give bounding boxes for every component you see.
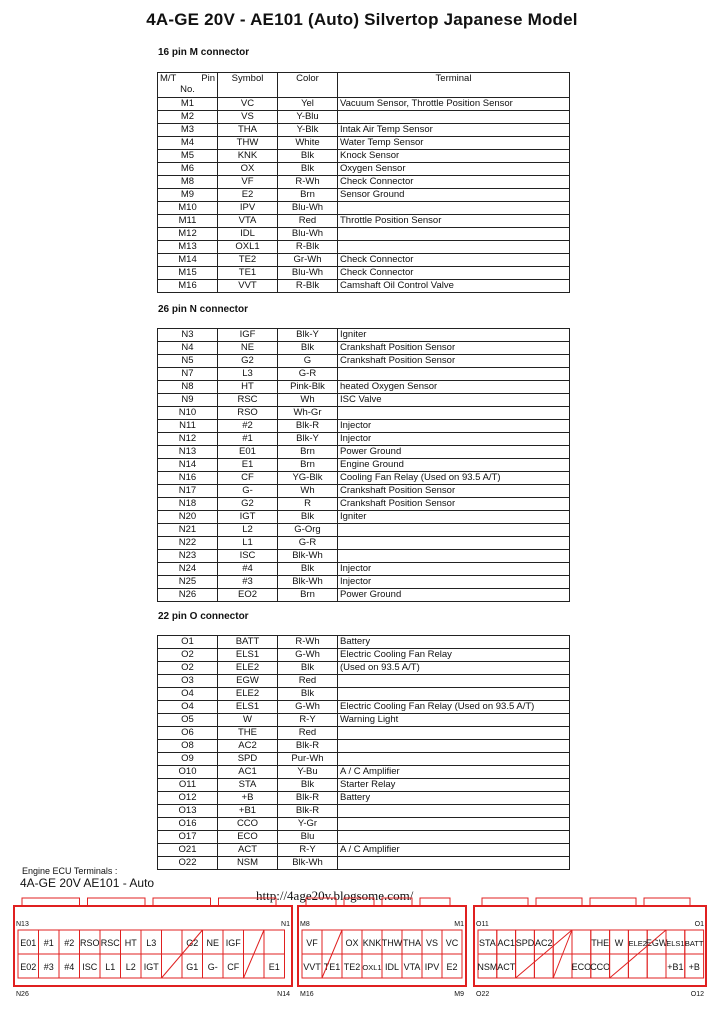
terminal-cell: Throttle Position Sensor bbox=[338, 215, 570, 228]
pin-cell: O4 bbox=[158, 701, 218, 714]
terminal-label: SPD bbox=[515, 938, 535, 948]
terminal-label: W bbox=[614, 938, 624, 948]
corner-label: M9 bbox=[454, 991, 464, 998]
pin-cell: N25 bbox=[158, 576, 218, 589]
terminal-cell: Injector bbox=[338, 576, 570, 589]
symbol-cell: CCO bbox=[218, 818, 278, 831]
pin-cell: O10 bbox=[158, 766, 218, 779]
color-cell: Blk-Y bbox=[278, 433, 338, 446]
color-cell: R-Y bbox=[278, 844, 338, 857]
symbol-cell: EGW bbox=[218, 675, 278, 688]
pin-cell: O8 bbox=[158, 740, 218, 753]
color-cell: Brn bbox=[278, 446, 338, 459]
symbol-cell: G- bbox=[218, 485, 278, 498]
terminal-label: OXL1 bbox=[362, 963, 382, 972]
symbol-cell: +B1 bbox=[218, 805, 278, 818]
terminal-cell: Electric Cooling Fan Relay (Used on 93.5 A/T) bbox=[338, 701, 570, 714]
pin-cell: O13 bbox=[158, 805, 218, 818]
symbol-cell: AC1 bbox=[218, 766, 278, 779]
terminal-cell: Igniter bbox=[338, 329, 570, 342]
pin-cell: N11 bbox=[158, 420, 218, 433]
connector-tab bbox=[344, 898, 374, 906]
pin-cell: O1 bbox=[158, 636, 218, 649]
terminal-label: CCO bbox=[590, 962, 611, 972]
pin-cell: O17 bbox=[158, 831, 218, 844]
color-cell: R bbox=[278, 498, 338, 511]
symbol-cell: BATT bbox=[218, 636, 278, 649]
pin-cell: N17 bbox=[158, 485, 218, 498]
terminal-label: TE1 bbox=[323, 962, 341, 972]
m-connector-heading: 16 pin M connector bbox=[158, 47, 250, 58]
color-cell: G bbox=[278, 355, 338, 368]
color-cell: Y-Gr bbox=[278, 818, 338, 831]
terminal-label: ELE2 bbox=[628, 939, 647, 948]
terminal-cell: Injector bbox=[338, 433, 570, 446]
color-cell: Wh-Gr bbox=[278, 407, 338, 420]
symbol-cell: E01 bbox=[218, 446, 278, 459]
pin-cell: M11 bbox=[158, 215, 218, 228]
pin-cell: N18 bbox=[158, 498, 218, 511]
terminal-label: G1 bbox=[186, 962, 199, 972]
symbol-cell: #1 bbox=[218, 433, 278, 446]
symbol-cell: VVT bbox=[218, 280, 278, 293]
terminal-cell: A / C Amplifier bbox=[338, 766, 570, 779]
symbol-cell: IGT bbox=[218, 511, 278, 524]
terminal-label: AC1 bbox=[497, 938, 515, 948]
terminal-label: VTA bbox=[403, 962, 421, 972]
symbol-cell: OXL1 bbox=[218, 241, 278, 254]
color-cell: Wh bbox=[278, 394, 338, 407]
pin-cell: N14 bbox=[158, 459, 218, 472]
color-cell: Blk-R bbox=[278, 792, 338, 805]
terminal-cell: Crankshaft Position Sensor bbox=[338, 485, 570, 498]
terminal-label: BATT bbox=[684, 939, 704, 948]
terminal-label: OX bbox=[345, 938, 359, 948]
pin-cell: M12 bbox=[158, 228, 218, 241]
o-block-cell bbox=[534, 954, 553, 978]
color-cell: G-Org bbox=[278, 524, 338, 537]
terminal-label: E2 bbox=[446, 962, 458, 972]
symbol-cell: VF bbox=[218, 176, 278, 189]
pin-cell: M1 bbox=[158, 98, 218, 111]
color-cell: Blk-R bbox=[278, 420, 338, 433]
color-cell: Blk-Wh bbox=[278, 857, 338, 870]
symbol-cell: CF bbox=[218, 472, 278, 485]
color-cell: Blk-Wh bbox=[278, 576, 338, 589]
symbol-cell: G2 bbox=[218, 355, 278, 368]
terminal-label: #2 bbox=[64, 938, 75, 948]
color-cell: R-Blk bbox=[278, 280, 338, 293]
pin-cell: M15 bbox=[158, 267, 218, 280]
terminal-label: NE bbox=[206, 938, 220, 948]
pin-cell: N4 bbox=[158, 342, 218, 355]
pin-cell: N16 bbox=[158, 472, 218, 485]
terminal-cell: Knock Sensor bbox=[338, 150, 570, 163]
symbol-cell: ACT bbox=[218, 844, 278, 857]
symbol-cell: NSM bbox=[218, 857, 278, 870]
symbol-cell: SPD bbox=[218, 753, 278, 766]
terminal-cell: Power Ground bbox=[338, 589, 570, 602]
color-cell: Pur-Wh bbox=[278, 753, 338, 766]
pin-cell: N3 bbox=[158, 329, 218, 342]
terminal-label: #1 bbox=[43, 938, 54, 948]
color-cell: Blk bbox=[278, 688, 338, 701]
corner-label: O12 bbox=[690, 991, 704, 998]
color-cell: Blk-Y bbox=[278, 329, 338, 342]
symbol-cell: ISC bbox=[218, 550, 278, 563]
terminal-label: G- bbox=[207, 962, 218, 972]
connector-tab bbox=[420, 898, 450, 906]
pin-cell: N21 bbox=[158, 524, 218, 537]
terminal-label: E01 bbox=[20, 938, 37, 948]
color-cell: G-R bbox=[278, 537, 338, 550]
color-cell: Blk-R bbox=[278, 805, 338, 818]
terminal-label: IDL bbox=[384, 962, 400, 972]
color-cell: Red bbox=[278, 727, 338, 740]
color-cell: Blu-Wh bbox=[278, 267, 338, 280]
terminal-label: #4 bbox=[64, 962, 75, 972]
terminal-label: THE bbox=[591, 938, 610, 948]
pin-cell: N5 bbox=[158, 355, 218, 368]
symbol-cell: L3 bbox=[218, 368, 278, 381]
color-cell: Gr-Wh bbox=[278, 254, 338, 267]
symbol-cell: TE1 bbox=[218, 267, 278, 280]
terminal-label: CF bbox=[227, 962, 240, 972]
pin-cell: M6 bbox=[158, 163, 218, 176]
terminal-cell: Check Connector bbox=[338, 176, 570, 189]
symbol-cell: AC2 bbox=[218, 740, 278, 753]
ecu-terminals-label: Engine ECU Terminals : bbox=[22, 866, 118, 876]
terminal-cell: Injector bbox=[338, 563, 570, 576]
terminal-label: IGF bbox=[225, 938, 241, 948]
color-cell: Blk bbox=[278, 511, 338, 524]
symbol-cell: IGF bbox=[218, 329, 278, 342]
terminal-label: THW bbox=[381, 938, 403, 948]
color-cell: White bbox=[278, 137, 338, 150]
terminal-label: G2 bbox=[186, 938, 199, 948]
terminal-label: VVT bbox=[303, 962, 321, 972]
symbol-cell: L2 bbox=[218, 524, 278, 537]
corner-label: N13 bbox=[16, 921, 29, 928]
ecu-terminals-sublabel: 4A-GE 20V AE101 - Auto bbox=[20, 876, 155, 890]
terminal-cell: ISC Valve bbox=[338, 394, 570, 407]
pin-cell: N13 bbox=[158, 446, 218, 459]
symbol-cell: #2 bbox=[218, 420, 278, 433]
corner-label: N26 bbox=[16, 991, 29, 998]
corner-label: M1 bbox=[454, 921, 464, 928]
terminal-cell: Starter Relay bbox=[338, 779, 570, 792]
terminal-cell: Battery bbox=[338, 636, 570, 649]
pin-cell: M3 bbox=[158, 124, 218, 137]
terminal-label: TE2 bbox=[343, 962, 361, 972]
n-block-cell bbox=[264, 930, 285, 954]
o-block-cell bbox=[628, 954, 647, 978]
terminal-cell: Cooling Fan Relay (Used on 93.5 A/T) bbox=[338, 472, 570, 485]
n-block-cell bbox=[162, 930, 183, 954]
terminal-label: E1 bbox=[268, 962, 280, 972]
corner-label: O22 bbox=[476, 991, 490, 998]
page-title: 4A-GE 20V - AE101 (Auto) Silvertop Japanese Model bbox=[146, 10, 578, 29]
terminal-label: RSC bbox=[100, 938, 120, 948]
terminal-label: EGW bbox=[645, 938, 668, 948]
pin-cell: O12 bbox=[158, 792, 218, 805]
color-cell: Blk bbox=[278, 662, 338, 675]
pin-cell: O21 bbox=[158, 844, 218, 857]
terminal-cell: Check Connector bbox=[338, 254, 570, 267]
corner-label: O1 bbox=[694, 921, 704, 928]
terminal-label: #3 bbox=[43, 962, 54, 972]
symbol-cell: W bbox=[218, 714, 278, 727]
pin-cell: N23 bbox=[158, 550, 218, 563]
terminal-cell: Vacuum Sensor, Throttle Position Sensor bbox=[338, 98, 570, 111]
terminal-label: ELS1 bbox=[666, 939, 685, 948]
terminal-label: +B1 bbox=[667, 962, 684, 972]
symbol-cell: ELE2 bbox=[218, 688, 278, 701]
terminal-cell: Injector bbox=[338, 420, 570, 433]
terminal-label: L1 bbox=[105, 962, 116, 972]
color-cell: Brn bbox=[278, 589, 338, 602]
terminal-cell: Water Temp Sensor bbox=[338, 137, 570, 150]
terminal-label: AC2 bbox=[535, 938, 553, 948]
connector-tab bbox=[306, 898, 336, 906]
symbol-cell: RSO bbox=[218, 407, 278, 420]
o-block-cell bbox=[553, 954, 572, 978]
pin-cell: N12 bbox=[158, 433, 218, 446]
color-cell: Y-Blu bbox=[278, 111, 338, 124]
color-cell: Blk-Wh bbox=[278, 550, 338, 563]
header-color: Color bbox=[278, 73, 338, 98]
terminal-cell: Crankshaft Position Sensor bbox=[338, 342, 570, 355]
terminal-label: ISC bbox=[82, 962, 98, 972]
o-connector-heading: 22 pin O connector bbox=[158, 611, 249, 622]
symbol-cell: L1 bbox=[218, 537, 278, 550]
terminal-label: ECO bbox=[571, 962, 592, 972]
symbol-cell: #4 bbox=[218, 563, 278, 576]
pin-cell: M2 bbox=[158, 111, 218, 124]
connector-tab bbox=[219, 898, 277, 906]
color-cell: Blk bbox=[278, 779, 338, 792]
terminal-cell: Electric Cooling Fan Relay bbox=[338, 649, 570, 662]
symbol-cell: RSC bbox=[218, 394, 278, 407]
terminal-cell: Crankshaft Position Sensor bbox=[338, 498, 570, 511]
pin-cell: M4 bbox=[158, 137, 218, 150]
terminal-cell: Warning Light bbox=[338, 714, 570, 727]
color-cell: R-Y bbox=[278, 714, 338, 727]
terminal-label: RSO bbox=[79, 938, 100, 948]
pin-cell: O5 bbox=[158, 714, 218, 727]
pin-cell: M10 bbox=[158, 202, 218, 215]
color-cell: Blu-Wh bbox=[278, 228, 338, 241]
pin-cell: O2 bbox=[158, 662, 218, 675]
terminal-cell: Engine Ground bbox=[338, 459, 570, 472]
color-cell: Brn bbox=[278, 459, 338, 472]
color-cell: Brn bbox=[278, 189, 338, 202]
symbol-cell: ECO bbox=[218, 831, 278, 844]
color-cell: Blk bbox=[278, 342, 338, 355]
terminal-label: VS bbox=[425, 938, 439, 948]
symbol-cell: OX bbox=[218, 163, 278, 176]
pin-cell: N7 bbox=[158, 368, 218, 381]
pin-cell: O16 bbox=[158, 818, 218, 831]
symbol-cell: TE2 bbox=[218, 254, 278, 267]
terminal-cell: heated Oxygen Sensor bbox=[338, 381, 570, 394]
corner-label: M16 bbox=[300, 991, 314, 998]
color-cell: G-Wh bbox=[278, 701, 338, 714]
terminal-label: THA bbox=[403, 938, 421, 948]
pin-cell: M8 bbox=[158, 176, 218, 189]
color-cell: Blk bbox=[278, 163, 338, 176]
terminal-label: KNK bbox=[362, 938, 382, 948]
terminal-cell: Intak Air Temp Sensor bbox=[338, 124, 570, 137]
symbol-cell: ELS1 bbox=[218, 649, 278, 662]
symbol-cell: E1 bbox=[218, 459, 278, 472]
pin-cell: N26 bbox=[158, 589, 218, 602]
pin-cell: O4 bbox=[158, 688, 218, 701]
terminal-label: STA bbox=[478, 938, 496, 948]
color-cell: G-Wh bbox=[278, 649, 338, 662]
o-block-cell bbox=[516, 954, 535, 978]
pin-cell: N8 bbox=[158, 381, 218, 394]
o-block-cell bbox=[572, 930, 591, 954]
color-cell: Yel bbox=[278, 98, 338, 111]
corner-label: O11 bbox=[476, 921, 489, 928]
symbol-cell: THW bbox=[218, 137, 278, 150]
symbol-cell: E2 bbox=[218, 189, 278, 202]
symbol-cell: ELS1 bbox=[218, 701, 278, 714]
terminal-cell: Battery bbox=[338, 792, 570, 805]
connector-tab bbox=[382, 898, 412, 906]
corner-label: N1 bbox=[281, 921, 290, 928]
color-cell: Blk bbox=[278, 563, 338, 576]
color-cell: Red bbox=[278, 675, 338, 688]
o-block-cell bbox=[647, 954, 666, 978]
color-cell: R-Blk bbox=[278, 241, 338, 254]
terminal-cell: A / C Amplifier bbox=[338, 844, 570, 857]
terminal-label: E02 bbox=[20, 962, 37, 972]
terminal-label: VC bbox=[445, 938, 459, 948]
pin-cell: O22 bbox=[158, 857, 218, 870]
pin-cell: N20 bbox=[158, 511, 218, 524]
m-block-cell bbox=[322, 930, 342, 954]
source-url: http://4age20v.blogsome.com/ bbox=[256, 888, 414, 903]
terminal-label: HT bbox=[124, 938, 137, 948]
corner-label: N14 bbox=[277, 991, 290, 998]
header-symbol: Symbol bbox=[218, 73, 278, 98]
symbol-cell: +B bbox=[218, 792, 278, 805]
n-connector-heading: 26 pin N connector bbox=[158, 304, 249, 315]
terminal-cell: Oxygen Sensor bbox=[338, 163, 570, 176]
color-cell: Red bbox=[278, 215, 338, 228]
pin-cell: M9 bbox=[158, 189, 218, 202]
terminal-cell: (Used on 93.5 A/T) bbox=[338, 662, 570, 675]
color-cell: Blu bbox=[278, 831, 338, 844]
color-cell: R-Wh bbox=[278, 176, 338, 189]
terminal-label: IPV bbox=[424, 962, 440, 972]
pin-cell: N10 bbox=[158, 407, 218, 420]
header-terminal: Terminal bbox=[338, 73, 570, 98]
terminal-cell: Sensor Ground bbox=[338, 189, 570, 202]
symbol-cell: ELE2 bbox=[218, 662, 278, 675]
connector-tab bbox=[22, 898, 80, 906]
symbol-cell: EO2 bbox=[218, 589, 278, 602]
terminal-label: +B bbox=[688, 962, 700, 972]
terminal-cell: Igniter bbox=[338, 511, 570, 524]
color-cell: Blu-Wh bbox=[278, 202, 338, 215]
pin-cell: M16 bbox=[158, 280, 218, 293]
terminal-label: L2 bbox=[125, 962, 136, 972]
symbol-cell: VS bbox=[218, 111, 278, 124]
color-cell: YG-Blk bbox=[278, 472, 338, 485]
color-cell: Wh bbox=[278, 485, 338, 498]
pin-cell: M14 bbox=[158, 254, 218, 267]
connector-tab bbox=[88, 898, 146, 906]
connector-tab bbox=[482, 898, 528, 906]
symbol-cell: #3 bbox=[218, 576, 278, 589]
terminal-label: NSM bbox=[477, 962, 498, 972]
pin-cell: O2 bbox=[158, 649, 218, 662]
o-block-cell bbox=[553, 930, 572, 954]
pin-cell: N9 bbox=[158, 394, 218, 407]
color-cell: Y-Blk bbox=[278, 124, 338, 137]
symbol-cell: IDL bbox=[218, 228, 278, 241]
connector-tab bbox=[590, 898, 636, 906]
pin-cell: M13 bbox=[158, 241, 218, 254]
symbol-cell: VTA bbox=[218, 215, 278, 228]
symbol-cell: KNK bbox=[218, 150, 278, 163]
pin-cell: N24 bbox=[158, 563, 218, 576]
color-cell: R-Wh bbox=[278, 636, 338, 649]
o-block-cell bbox=[610, 954, 629, 978]
connector-tab bbox=[536, 898, 582, 906]
color-cell: Blk-R bbox=[278, 740, 338, 753]
symbol-cell: IPV bbox=[218, 202, 278, 215]
symbol-cell: G2 bbox=[218, 498, 278, 511]
terminal-cell: Crankshaft Position Sensor bbox=[338, 355, 570, 368]
symbol-cell: STA bbox=[218, 779, 278, 792]
corner-label: M8 bbox=[300, 921, 310, 928]
terminal-label: ACT bbox=[497, 962, 516, 972]
terminal-cell: Camshaft Oil Control Valve bbox=[338, 280, 570, 293]
symbol-cell: HT bbox=[218, 381, 278, 394]
symbol-cell: NE bbox=[218, 342, 278, 355]
pin-cell: O3 bbox=[158, 675, 218, 688]
connector-tab bbox=[644, 898, 690, 906]
symbol-cell: THA bbox=[218, 124, 278, 137]
color-cell: Blk bbox=[278, 150, 338, 163]
n-block-cell bbox=[244, 954, 265, 978]
color-cell: Y-Bu bbox=[278, 766, 338, 779]
terminal-cell: Check Connector bbox=[338, 267, 570, 280]
header-pin-no: M/T Pin No. bbox=[158, 73, 218, 98]
terminal-label: IGT bbox=[143, 962, 159, 972]
symbol-cell: VC bbox=[218, 98, 278, 111]
pin-cell: O9 bbox=[158, 753, 218, 766]
connector-tab bbox=[153, 898, 211, 906]
terminal-label: VF bbox=[306, 938, 318, 948]
terminal-cell: Power Ground bbox=[338, 446, 570, 459]
pin-cell: O6 bbox=[158, 727, 218, 740]
symbol-cell: THE bbox=[218, 727, 278, 740]
color-cell: G-R bbox=[278, 368, 338, 381]
pin-cell: N22 bbox=[158, 537, 218, 550]
pin-cell: O11 bbox=[158, 779, 218, 792]
color-cell: Pink-Blk bbox=[278, 381, 338, 394]
terminal-label: L3 bbox=[146, 938, 157, 948]
n-block-cell bbox=[244, 930, 265, 954]
pin-cell: M5 bbox=[158, 150, 218, 163]
